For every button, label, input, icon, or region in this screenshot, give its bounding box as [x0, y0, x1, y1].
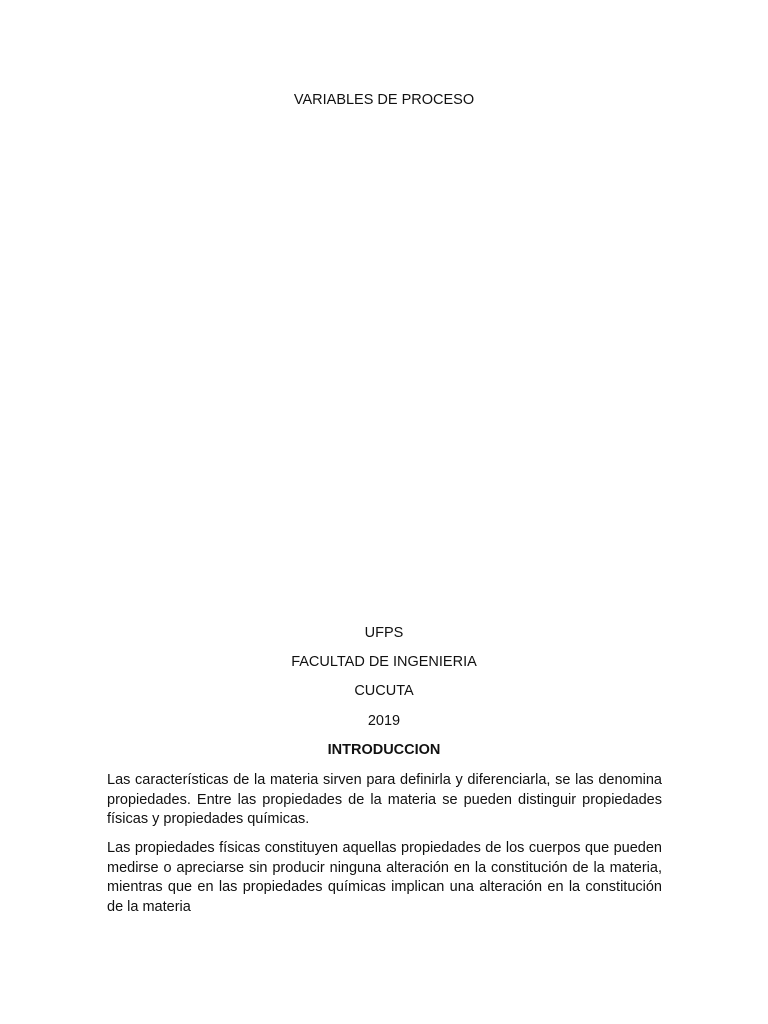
faculty-name: FACULTAD DE INGENIERIA [291, 654, 477, 671]
cover-info [0, 623, 768, 740]
city-name: CUCUTA [354, 683, 414, 700]
paragraph-2: Las propiedades físicas constituyen aquellas propiedades de los cuerpos que pueden medirse o apreciarse sin producir ninguna alteración en la constitución de la materia, mientras que en las propiedades químicas implican una alteración en la constitución de la materia [107, 840, 662, 915]
section-heading: INTRODUCCION [327, 742, 441, 758]
year: 2019 [367, 712, 401, 729]
paragraph-1: Las características de la materia sirven para definirla y diferenciarla, se las denomina propiedades. Entre las propiedades de la materia se pueden distinguir propiedades físicas y propiedades químicas. [107, 772, 662, 827]
institution-name: UFPS [364, 625, 404, 641]
document-title: VARIABLES DE PROCESO [293, 92, 475, 108]
